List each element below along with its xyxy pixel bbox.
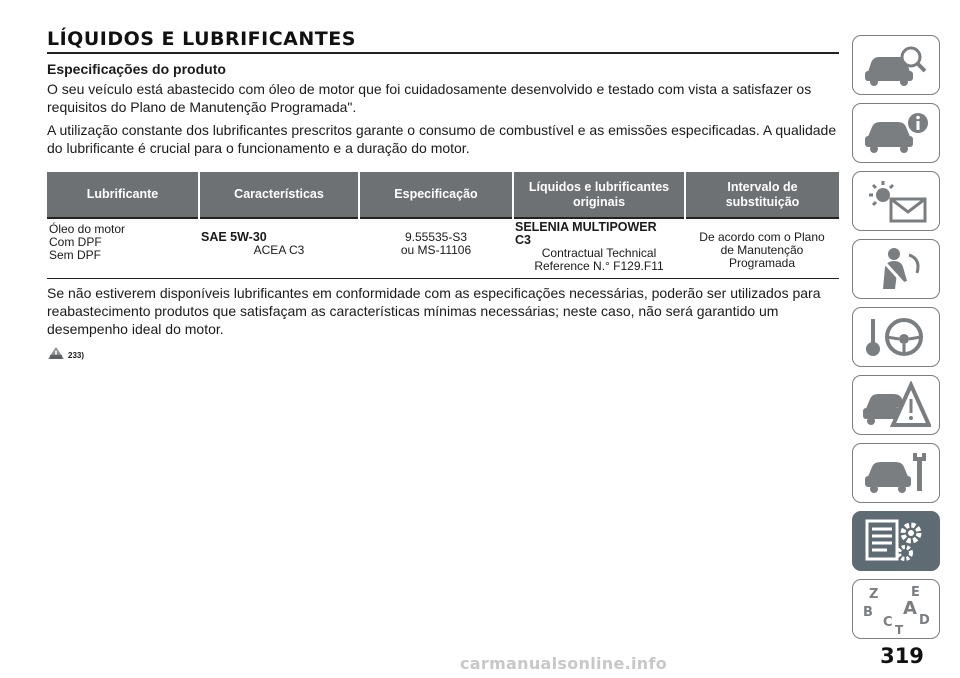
header-lubricant: Lubrificante [47, 172, 199, 218]
index-letter-c: C [883, 615, 893, 630]
warning-lights-message-icon [861, 177, 931, 225]
index-letter-t: T [895, 623, 904, 634]
availability-note: Se não estiverem disponíveis lubrificantes em conformidade com as especificações necessárias, poderão ser utilizados para reabastecimento produtos que satisfaçam as características mínimas necessárias; neste caso, não será garantido um desempenho ideal do motor. [47, 285, 821, 337]
cell-characteristics [199, 218, 359, 279]
table-row [47, 218, 839, 279]
tab-index[interactable] [852, 579, 940, 639]
seatbelt-airbag-icon [861, 245, 931, 293]
cell-lubricant [47, 218, 199, 279]
header-characteristics: Características [199, 172, 359, 218]
index-letter-e: E [911, 585, 920, 600]
spec-line: ou MS-11106 [400, 243, 472, 257]
cell-interval [685, 218, 839, 279]
subheading: Especificações do produto [47, 61, 226, 77]
spec-line: 9.55535-S3 [404, 230, 468, 244]
lubricant-line: Sem DPF [49, 248, 102, 262]
hand-warning-icon [47, 346, 65, 360]
tab-technical-data[interactable] [852, 511, 940, 571]
warning-reference [47, 346, 839, 360]
tab-safety[interactable] [852, 239, 940, 299]
index-letter-z: Z [869, 587, 879, 602]
tab-emergency[interactable] [852, 375, 940, 435]
alphabetical-index-icon [861, 584, 931, 634]
reference-line: Reference N.° F129.F11 [534, 259, 664, 273]
lubricant-line: Óleo do motor [49, 222, 126, 236]
main-content [47, 28, 839, 360]
intro-paragraph-1: O seu veículo está abastecido com óleo de motor que foi cuidadosamente desenvolvido e testado com vista a satisfazer os requisitos do Plano de Manutenção Programada". [47, 81, 812, 115]
viscosity-grade: SAE 5W-30 [201, 230, 267, 244]
page-number: 319 [880, 644, 924, 668]
intro-paragraph-2: A utilização constante dos lubrificantes prescritos garante o consumo de combustível e as emissões especificadas. A qualidade do lubrificante é crucial para o funcionamento e a duração do motor. [47, 122, 837, 156]
interval-line: de Manutenção [720, 243, 804, 257]
index-letter-b: B [863, 605, 873, 620]
product-name: C3 [515, 233, 531, 247]
tab-car-info[interactable] [852, 103, 940, 163]
specs-list-gears-icon [861, 517, 931, 565]
lubricant-spec-table [47, 172, 839, 279]
car-info-icon [861, 109, 931, 157]
car-warning-triangle-icon [861, 381, 931, 429]
warning-number: 233) [68, 351, 85, 360]
interval-line: Programada [728, 256, 796, 270]
index-letter-a: A [903, 598, 917, 619]
lubricant-line: Com DPF [49, 235, 102, 249]
key-steering-wheel-icon [861, 313, 931, 361]
section-title: LÍQUIDOS E LUBRIFICANTES [47, 28, 839, 54]
cell-specification [359, 218, 513, 279]
header-interval: Intervalo de substituição [685, 172, 839, 218]
tab-maintenance[interactable] [852, 443, 940, 503]
interval-line: De acordo com o Plano [699, 230, 825, 244]
product-name: SELENIA MULTIPOWER [515, 220, 657, 234]
header-original-fluids: Líquidos e lubrificantes originais [513, 172, 685, 218]
car-wrench-icon [861, 449, 931, 497]
acea-class: ACEA C3 [253, 243, 305, 257]
site-watermark: carmanualsonline.info [460, 654, 668, 673]
tab-car-overview[interactable] [852, 35, 940, 95]
tab-warning-lights[interactable] [852, 171, 940, 231]
index-letter-d: D [919, 613, 930, 628]
reference-line: Contractual Technical [541, 246, 657, 260]
table-header-row [47, 172, 839, 218]
car-search-icon [861, 41, 931, 89]
cell-original-fluids [513, 218, 685, 279]
header-specification: Especificação [359, 172, 513, 218]
tab-starting-driving[interactable] [852, 307, 940, 367]
